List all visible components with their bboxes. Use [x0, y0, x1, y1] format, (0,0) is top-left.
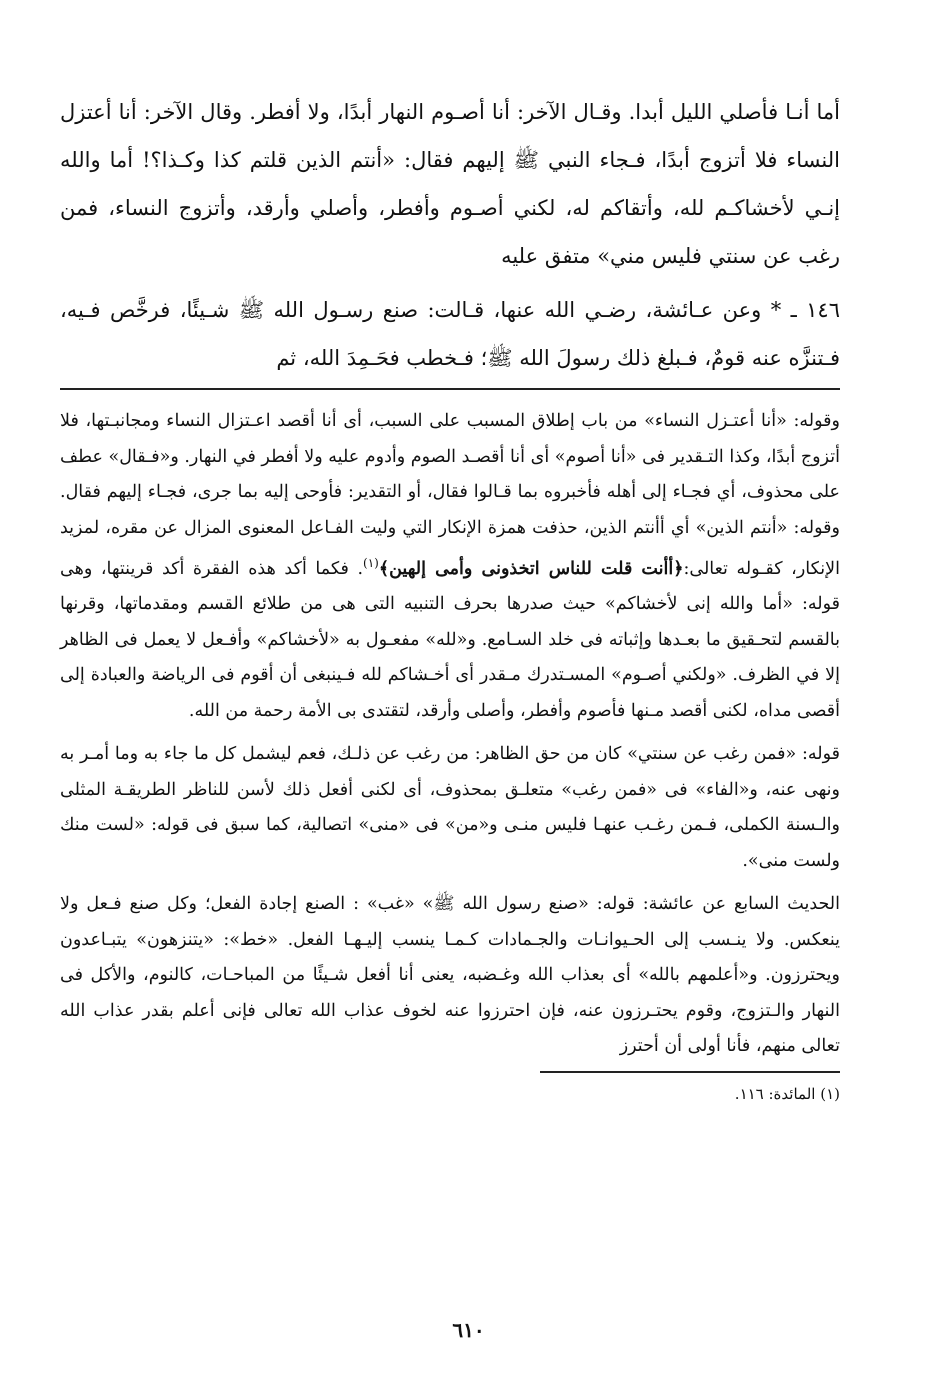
- commentary-block: [60, 404, 840, 1065]
- commentary-text: . فكما أكد هذه الفقرة أكد قرينتها، وهى قوله: «أما والله إنى لأخشاكم» حيث صدرها بحرف التنبيه التى هى من طلائع القسم ومقدماتها، وقرنها بالقسم لتحـقيق ما بعـدها وإثباته فى خلد السـامع. و«لله» مفعـول به «لأخشاكم» وأفـعل لا يعمل فى الظاهر إلا في الظرف. «ولكني أصـوم» المسـتدرك مـقدر أى أخـشاكم لله فـينبغى أن أقوم فى الرياضة والعبادة إلى أقصى مداه، لكنى أقصد مـنها فأصوم وأفطر، وأصلى وأرقد، لتقتدى بى الأمة رحمة من الله.: [60, 558, 840, 721]
- page-number: ٦١٠: [452, 1318, 485, 1342]
- commentary-text: وقوله: «أنا أعتـزل النساء» من باب إطلاق المسبب على السبب، أى أنا أقصد اعـتزال النساء ومجانبـتها، فلا أتزوج أبدًا، وكذا التـقدير فى «أنا أصوم» أى أنا أقصـد الصوم وأدوم عليه ولا أفطر في النهار. و«فـقال» عطف على محذوف، أي فجـاء إلى أهله فأخبروه بما قـالوا فقال، أو التقدير: فأوحى إليه بما جرى، فجـاء إليهم فقال. وقوله: «أنتم الذين» أي أأنتم الذين، حذفت همزة الإنكار التي وليت الفـاعل المعنوى المزال عن مقره، لمزيد الإنكار، كقـوله تعالى:: [60, 411, 840, 579]
- commentary-paragraph: الحديث السابع عن عائشة: قوله: «صنع رسول الله ﷺ» «غب» : الصنع إجادة الفعل؛ وكل صنع فـعل ولا ينعكس. ولا ينـسب إلى الحـيوانـات والجـمادات كـمـا ينسب إليـهـا الفعل. «خط»: «يتنزهون» يتبـاعدون ويحترزون. و«أعلمهم بالله» أى بعذاب الله وغـضبه، يعنى أنا أفعل شـيئًا من المباحـات، كالنوم، والأكل فى النهار والـتزوج، وقوم يحتـرزون عنه، فإن احترزوا عنه لخوف عذاب الله تعالى فإنى أعلم بقدر عذاب الله تعالى منهم، فأنا أولى أن أحترز: [60, 894, 840, 1057]
- page-body: [60, 88, 840, 1107]
- hadith-146: ١٤٦ ـ * وعن عـائشة، رضـي الله عنها، قـالت: صنع رسـول الله ﷺ شـيئًا، فرخَّص فـيه، فـتنزَّه عنه قومٌ، فـبلغ ذلك رسولَ الله ﷺ؛ فـخطب فحَـمِدَ الله، ثم: [60, 298, 840, 370]
- section-divider: [60, 388, 840, 390]
- footnote: (١) المائدة: ١١٦.: [734, 1084, 840, 1103]
- quran-quote: ﴿أأنت قلت للناس اتخذونى وأمى إلهين﴾: [378, 558, 684, 579]
- commentary-paragraph: [60, 404, 840, 729]
- main-paragraph: أما أنـا فأصلي الليل أبدا. وقـال الآخر: أنا أصـوم النهار أبدًا، ولا أفطر. وقال الآخر: أنا أعتزل النساء فلا أتزوج أبدًا، فـجاء النبي ﷺ إليهم فقال: «أنتم الذين قلتم كذا وكـذا؟! أما والله إنـي لأخشاكـم لله، وأتقاكم له، لكني أصـوم وأفطر، وأصلي وأرقد، وأتزوج النساء، فمن رغب عن سنتي فليس مني» متفق عليه: [60, 100, 840, 268]
- footnote-divider: [540, 1071, 840, 1073]
- commentary-paragraph: قوله: «فمن رغب عن سنتي» كان من حق الظاهر: من رغب عن ذلـك، فعم ليشمل كل ما جاء به وما أمـر به ونهى عنه، و«الفاء» فى «فمن رغب» متعلـق بمحذوف، أى لكنى أفعل ذلك لأسن للناظر الطريقـة المثلى والـسنة الكملى، فـمن رغـب عنهـا فليس منـى و«من» فى «منى» اتصالية، كما سبق فى قوله: «لست منك ولست منى».: [60, 744, 840, 871]
- hadith-main-text: [60, 88, 840, 382]
- footnote-reference: (١): [363, 556, 379, 570]
